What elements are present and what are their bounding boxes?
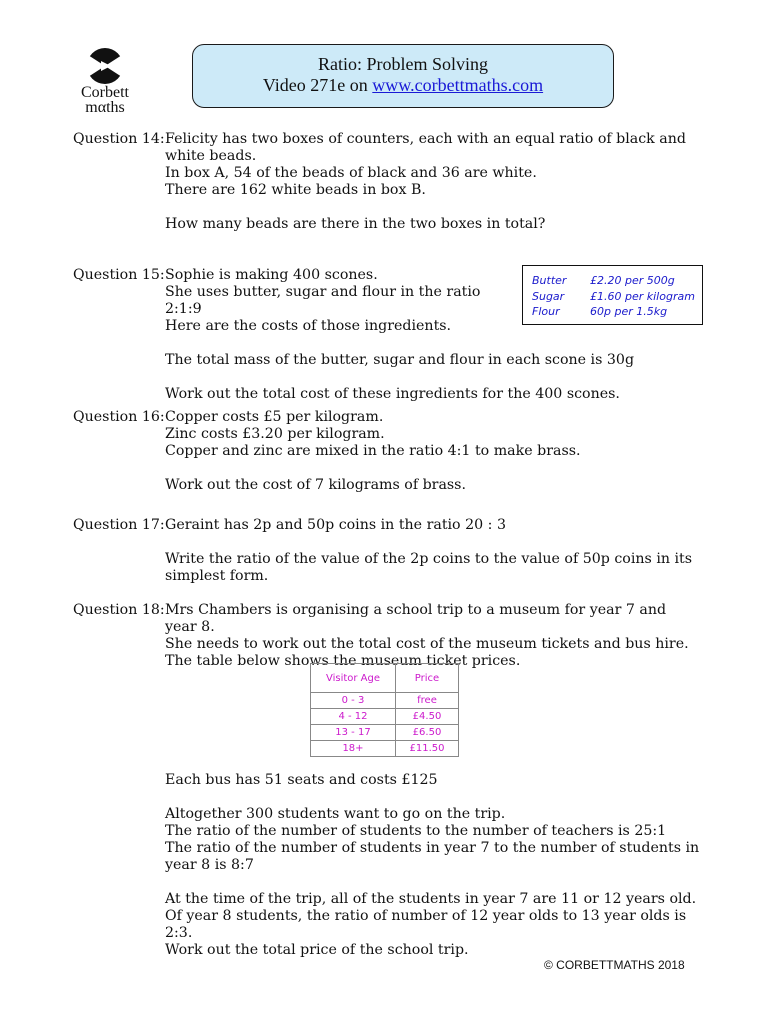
corbettmaths-link[interactable]: www.corbettmaths.com [372,75,544,95]
question-line: She needs to work out the total cost of the museum tickets and bus hire. [165,636,689,652]
question-line: The ratio of the number of students in year 7 to the number of students in year 8 is 8:7 [165,840,700,873]
question-line: Here are the costs of those ingredients. [165,318,452,334]
question-line: Work out the total price of the school trip. [165,942,469,958]
question-line: At the time of the trip, all of the students in year 7 are 11 or 12 years old. [165,891,697,907]
table-cell: 13 - 17 [311,725,396,741]
cost-item: Flour [532,305,560,318]
question-label: Question 17: [73,517,165,533]
table-row [311,709,459,725]
question-line: Mrs Chambers is organising a school trip to a museum for year 7 and year 8. [165,602,667,635]
worksheet-title: Ratio: Problem Solving [317,54,488,74]
corbettmaths-logo [74,47,136,115]
question-body [165,409,700,494]
table-header: Price [396,664,459,693]
question-line: Of year 8 students, the ratio of number of 12 year olds to 13 year olds is 2:3. [165,908,687,941]
table-header: Visitor Age [311,664,396,693]
table-cell: £11.50 [396,741,459,757]
question-line: The ratio of the number of students to the number of teachers is 25:1 [165,823,667,839]
question-line: Altogether 300 students want to go on the trip. [165,806,506,822]
logo-text-line1: Corbett [81,84,129,101]
question-line: Copper costs £5 per kilogram. [165,409,384,425]
cost-price: £2.20 per 500g [590,274,675,287]
question-line: In box A, 54 of the beads of black and 36 are white. [165,165,537,181]
question-line: Each bus has 51 seats and costs £125 [165,772,438,788]
cost-item: Butter [532,274,567,287]
table-cell: 0 - 3 [311,693,396,709]
question-line: Sophie is making 400 scones. [165,267,378,283]
question-line: There are 162 white beads in box B. [165,182,426,198]
table-row [311,741,459,757]
question-line: Work out the cost of 7 kilograms of brass. [165,477,466,493]
table-row [311,693,459,709]
video-reference [193,75,613,96]
question-line: Write the ratio of the value of the 2p coins to the value of 50p coins in its simplest form. [165,551,693,584]
table-row [311,725,459,741]
cost-row [532,273,702,289]
ingredient-cost-box [522,265,703,325]
question-body [165,131,700,233]
cost-item: Sugar [532,289,565,303]
question-line: How many beads are there in the two boxes in total? [165,216,546,232]
cost-row [532,289,702,305]
video-prefix: Video 271e on [262,75,368,95]
question-body [165,772,700,959]
copyright-footer: © CORBETTMATHS 2018 [544,958,685,972]
question-label: Question 18: [73,602,165,618]
question-body [165,517,700,585]
question-line: The total mass of the butter, sugar and flour in each scone is 30g [165,352,635,368]
question-line: The table below shows the museum ticket prices. [165,653,521,669]
question-line: Copper and zinc are mixed in the ratio 4:1 to make brass. [165,443,581,459]
question-line: Geraint has 2p and 50p coins in the ratio 20 : 3 [165,517,506,533]
table-cell: £6.50 [396,725,459,741]
worksheet-header [192,44,614,108]
cost-price: £1.60 per kilogram [590,289,695,303]
question-label: Question 15: [73,267,165,283]
cost-price: 60p per 1.5kg [590,305,668,318]
table-cell: 18+ [311,741,396,757]
table-cell: £4.50 [396,709,459,725]
question-label: Question 14: [73,131,165,147]
table-cell: 4 - 12 [311,709,396,725]
question-line: Felicity has two boxes of counters, each with an equal ratio of black and white beads. [165,131,686,164]
logo-text-line2: mαths [85,99,125,116]
question-body [165,602,700,670]
question-line: She uses butter, sugar and flour in the ratio 2:1:9 [165,284,481,317]
table-cell: free [396,693,459,709]
question-label: Question 16: [73,409,165,425]
logo-emblem-icon [84,47,126,85]
question-line: Zinc costs £3.20 per kilogram. [165,426,385,442]
cost-row [532,304,702,320]
question-line: Work out the total cost of these ingredients for the 400 scones. [165,386,620,402]
table-header-row [311,664,459,693]
ticket-price-table [310,663,459,757]
